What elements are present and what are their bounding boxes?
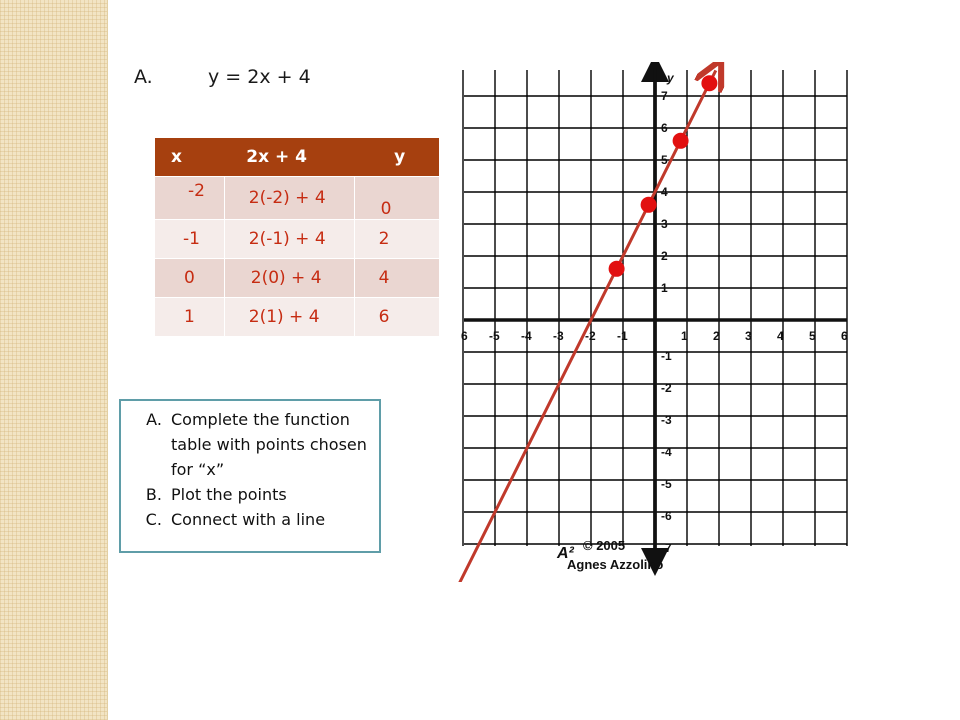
y-tick-label: 5: [661, 153, 668, 167]
header-x: x: [155, 138, 224, 177]
function-table: [155, 138, 439, 336]
y-tick-label: 6: [661, 121, 668, 135]
y-tick-label: 2: [661, 249, 668, 263]
y-tick-label: -1: [661, 349, 672, 363]
x-tick-label: 2: [713, 329, 720, 343]
y-tick-label: -6: [661, 509, 672, 523]
table-header-row: [155, 138, 439, 177]
problem-equation: y = 2x + 4: [208, 66, 311, 88]
cell-y: 2: [354, 220, 439, 259]
x-tick-label: 3: [745, 329, 752, 343]
y-tick-label: -4: [661, 445, 672, 459]
header-expr: 2x + 4: [224, 138, 354, 177]
y-tick-label: -3: [661, 413, 672, 427]
table-row: [155, 298, 439, 337]
plotted-point: [641, 197, 657, 213]
table-row: [155, 259, 439, 298]
instruction-item: A. Complete the function table with points chosen for “x”: [167, 407, 373, 482]
credit-logo: A²: [557, 545, 574, 562]
credit-year: © 2005: [583, 538, 626, 553]
cell-x: 1: [155, 298, 224, 337]
instruction-item: B. Plot the points: [167, 482, 373, 507]
x-tick-label: -1: [617, 329, 628, 343]
y-tick-label: -7: [661, 541, 672, 555]
cell-expr: 2(1) + 4: [224, 298, 354, 337]
cell-x: -2: [155, 177, 224, 220]
y-tick-label: 1: [661, 281, 668, 295]
decorative-side-strip: [0, 0, 108, 720]
y-axis-label: y: [667, 71, 674, 85]
plotted-point: [609, 261, 625, 277]
problem-letter: A.: [134, 66, 153, 88]
x-tick-label: -3: [553, 329, 564, 343]
cell-x: 0: [155, 259, 224, 298]
x-tick-label: -5: [489, 329, 500, 343]
instruction-item: C. Connect with a line: [167, 507, 373, 532]
credit-author: Agnes Azzolino: [567, 557, 664, 572]
x-tick-label: 5: [809, 329, 816, 343]
axes: [464, 68, 847, 562]
y-tick-label: -5: [661, 477, 672, 491]
plotted-point: [701, 75, 717, 91]
credit: [556, 538, 663, 572]
coordinate-graph: [455, 62, 855, 582]
instructions-list: [121, 401, 379, 532]
y-tick-label: 7: [661, 89, 668, 103]
x-tick-label: 1: [681, 329, 688, 343]
header-y: y: [354, 138, 439, 177]
table-row: [155, 220, 439, 259]
y-tick-label: 4: [661, 185, 668, 199]
y-tick-label: -2: [661, 381, 672, 395]
instructions-box: [119, 399, 381, 553]
x-tick-label: -2: [585, 329, 596, 343]
x-tick-label: -4: [521, 329, 532, 343]
plotted-point: [673, 133, 689, 149]
cell-y: 4: [354, 259, 439, 298]
y-tick-label: 3: [661, 217, 668, 231]
cell-expr: 2(0) + 4: [224, 259, 354, 298]
cell-x: -1: [155, 220, 224, 259]
x-tick-label: 4: [777, 329, 784, 343]
table-row: [155, 177, 439, 220]
problem-heading: [134, 66, 311, 88]
cell-y: 0: [354, 177, 439, 220]
cell-y: 6: [354, 298, 439, 337]
x-tick-label: 6: [841, 329, 848, 343]
cell-expr: 2(-2) + 4: [224, 177, 354, 220]
cell-expr: 2(-1) + 4: [224, 220, 354, 259]
x-tick-label: 6: [461, 329, 468, 343]
